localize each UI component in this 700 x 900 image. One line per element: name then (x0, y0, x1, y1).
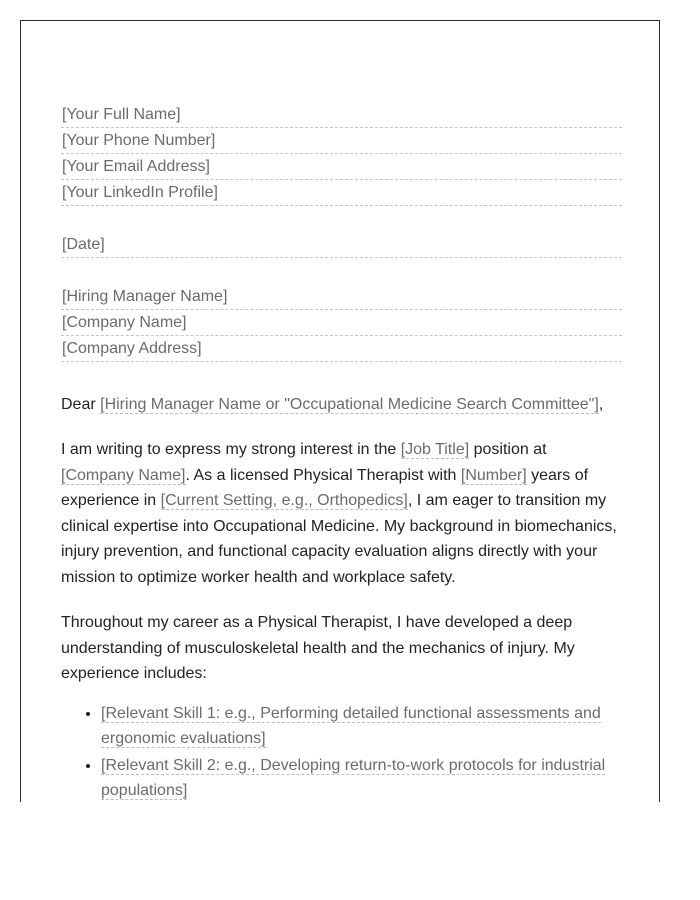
intro-text-1: I am writing to express my strong interest in the (61, 441, 401, 458)
spacer (61, 206, 622, 232)
experience-paragraph: Throughout my career as a Physical Therapist, I have developed a deep understanding of musculoskeletal health and the mechanics of injury. My experience includes: (61, 614, 575, 682)
spacer (61, 258, 622, 284)
hiring-manager-field[interactable]: [Hiring Manager Name] (61, 284, 622, 310)
spacer (61, 590, 622, 610)
skill-1-field[interactable]: [Relevant Skill 1: e.g., Performing detailed functional assessments and ergonomic evaluations] (101, 704, 601, 747)
intro-paragraph (61, 437, 622, 590)
email-field[interactable]: [Your Email Address] (61, 154, 622, 180)
intro-text-5: , I am eager to transition my clinical expertise into Occupational Medicine. My background in biomechanics, injury prevention, and functional capacity evaluation aligns directly with your mission to optimize worker health and workplace safety. (61, 492, 617, 586)
recipient-block (61, 284, 622, 362)
years-number-field[interactable]: [Number] (460, 466, 527, 484)
salutation-name-field[interactable]: [Hiring Manager Name or "Occupational Medicine Search Committee"] (100, 396, 599, 413)
intro-text-3: . As a licensed Physical Therapist with (185, 466, 461, 484)
date-block (61, 232, 622, 258)
full-name-field[interactable]: [Your Full Name] (61, 102, 622, 128)
company-address-field[interactable]: [Company Address] (61, 336, 622, 362)
intro-text-4: years of experience in (61, 466, 589, 509)
linkedin-field[interactable]: [Your LinkedIn Profile] (61, 180, 622, 206)
salutation-suffix: , (598, 396, 604, 413)
list-item (101, 701, 622, 752)
salutation (61, 392, 622, 417)
phone-field[interactable]: [Your Phone Number] (61, 128, 622, 154)
letter-page (20, 20, 660, 802)
company-name-inline-field[interactable]: [Company Name] (61, 466, 186, 484)
letter-content (61, 102, 622, 802)
date-field[interactable]: [Date] (61, 232, 622, 258)
current-setting-field[interactable]: [Current Setting, e.g., Orthopedics] (160, 492, 408, 509)
sender-block (61, 102, 622, 206)
skills-list (61, 701, 622, 803)
spacer (61, 417, 622, 437)
job-title-field[interactable]: [Job Title] (400, 441, 470, 458)
spacer (61, 362, 622, 392)
skill-2-field[interactable]: [Relevant Skill 2: e.g., Developing return-to-work protocols for industrial populations] (101, 756, 606, 799)
salutation-prefix: Dear (61, 396, 101, 413)
intro-text-2: position at (469, 441, 547, 458)
list-item (101, 753, 622, 803)
company-name-field[interactable]: [Company Name] (61, 310, 622, 336)
